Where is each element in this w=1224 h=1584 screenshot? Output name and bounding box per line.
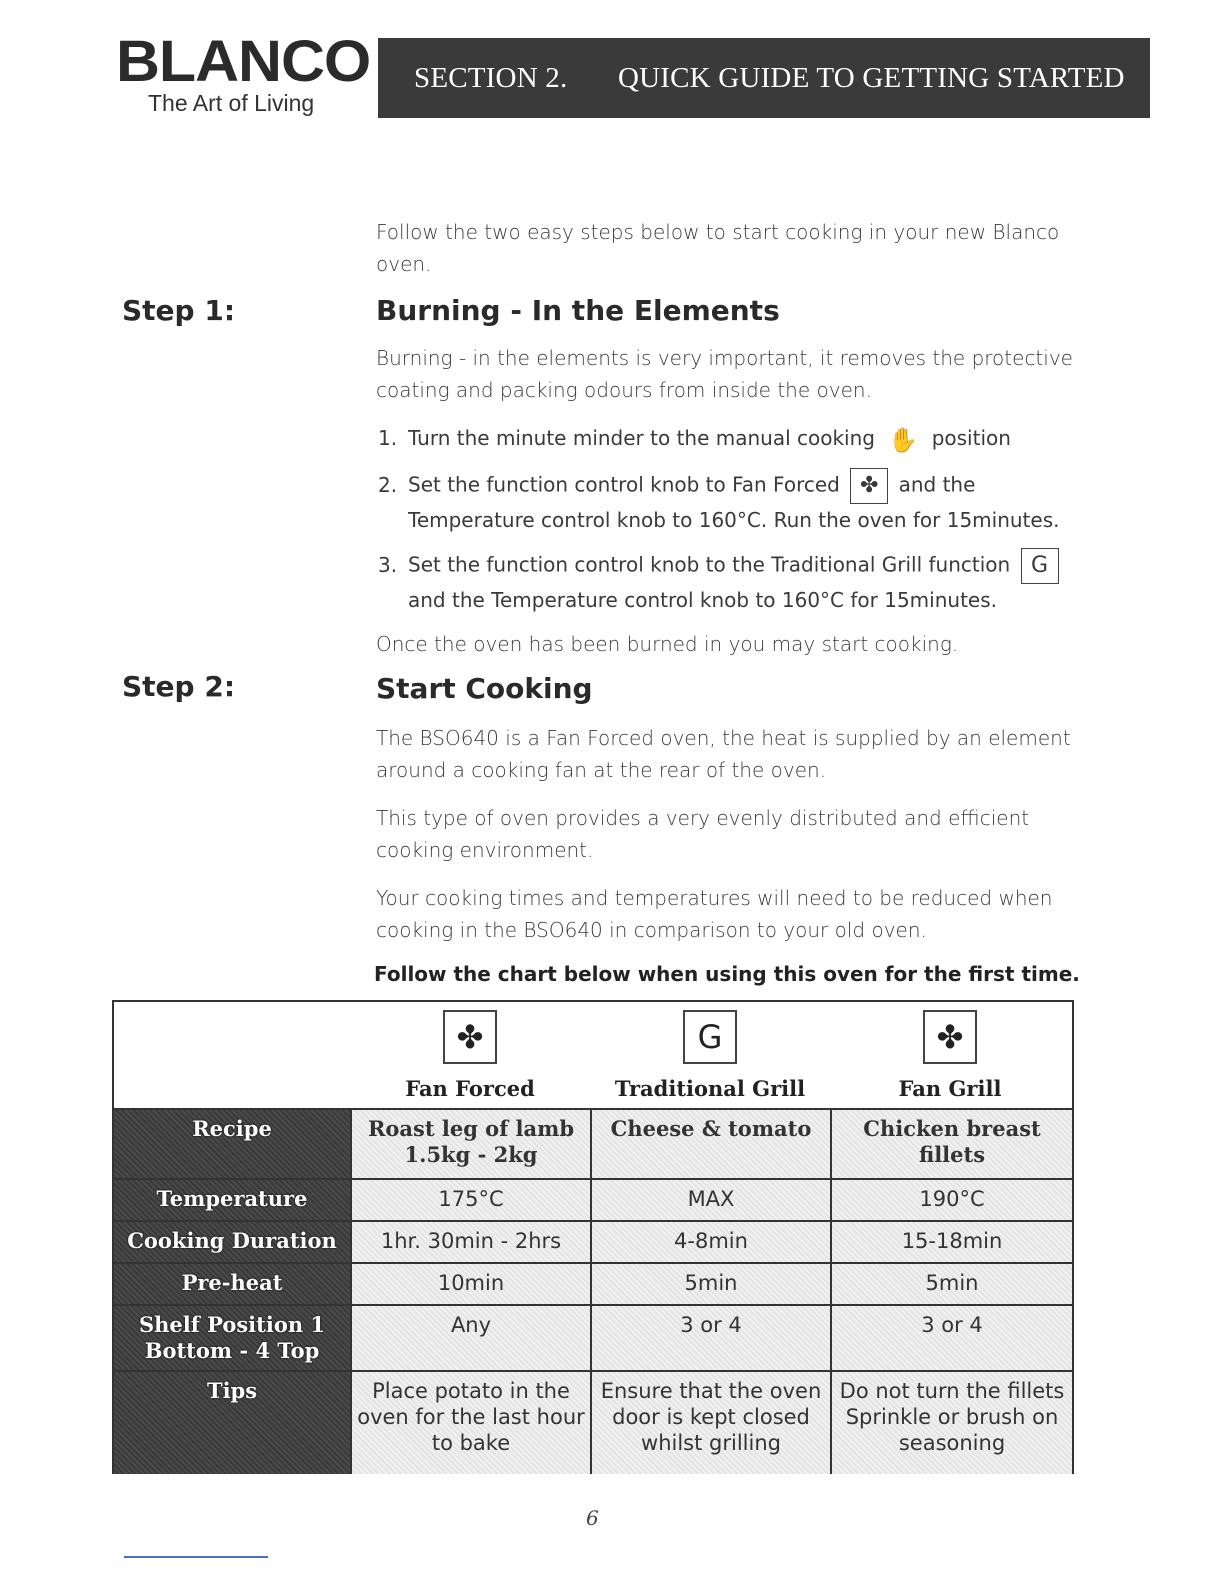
table-cell: 3 or 4 (590, 1306, 830, 1372)
item-text-after: position (931, 426, 1011, 450)
table-cell: Any (350, 1306, 590, 1372)
step1-description: Burning - in the elements is very important, it removes the protective coating and packing odours from inside the oven. (376, 346, 1073, 402)
table-cell: 3 or 4 (830, 1306, 1072, 1372)
table-cell: Ensure that the oven door is kept closed whilst grilling (590, 1372, 830, 1474)
traditional-grill-icon: G (683, 1010, 737, 1064)
row-header: Shelf Position 1 Bottom - 4 Top (114, 1306, 350, 1372)
item-text-after: and the (898, 472, 976, 497)
item-text: Set the function control knob to Fan Forced (408, 472, 840, 497)
table-cell: 10min (350, 1264, 590, 1306)
step1-item-3 (378, 548, 1098, 616)
step1-label: Step 1: (122, 294, 236, 327)
fan-grill-icon: ✤ (923, 1010, 977, 1064)
table-cell: MAX (590, 1180, 830, 1222)
chart-row-temperature (114, 1178, 1072, 1222)
item-number: 2. (378, 472, 398, 497)
chart-row-recipe (114, 1108, 1072, 1180)
row-header: Pre-heat (114, 1264, 350, 1306)
manual-hand-icon: ✋ (885, 423, 921, 457)
row-header: Tips (114, 1372, 350, 1474)
traditional-grill-icon: G (1021, 548, 1059, 584)
step2-para-3: Your cooking times and temperatures will need to be reduced when cooking in the BSO640 in comparison to your old oven. (376, 886, 1053, 942)
brand-tagline: The Art of Living (148, 90, 315, 116)
mode-label: Fan Grill (898, 1076, 1002, 1101)
table-cell: Chicken breast fillets (830, 1110, 1072, 1180)
chart-row-tips (114, 1370, 1072, 1474)
row-header: Cooking Duration (114, 1222, 350, 1264)
mode-traditional-grill (590, 1010, 830, 1101)
chart-instruction: Follow the chart below when using this oven for the first time. (374, 962, 1080, 986)
table-cell: Place potato in the oven for the last hour to bake (350, 1372, 590, 1474)
intro-text: Follow the two easy steps below to start cooking in your new Blanco oven. (376, 220, 1060, 276)
page-number: 6 (586, 1506, 599, 1530)
table-cell: 1hr. 30min - 2hrs (350, 1222, 590, 1264)
chart-row-duration (114, 1220, 1072, 1264)
table-cell: 190°C (830, 1180, 1072, 1222)
mode-label: Fan Forced (405, 1076, 535, 1101)
table-cell: Do not turn the fillets Sprinkle or brush on seasoning (830, 1372, 1072, 1474)
step1-item-2 (378, 468, 1098, 536)
item-text: Turn the minute minder to the manual cooking (408, 426, 875, 450)
chart-row-preheat (114, 1262, 1072, 1306)
step1-closing: Once the oven has been burned in you may start cooking. (376, 632, 959, 656)
row-header: Recipe (114, 1110, 350, 1180)
table-cell: 15-18min (830, 1222, 1072, 1264)
step1-heading: Burning - In the Elements (376, 294, 780, 327)
step2-label: Step 2: (122, 670, 236, 703)
table-cell: 5min (830, 1264, 1072, 1306)
table-cell: 5min (590, 1264, 830, 1306)
footer-line (124, 1556, 268, 1558)
table-cell: Roast leg of lamb 1.5kg - 2kg (350, 1110, 590, 1180)
brand-logo: BLANCO (116, 29, 371, 94)
mode-fan-grill (830, 1010, 1070, 1101)
mode-label: Traditional Grill (614, 1076, 806, 1101)
item-continuation: Temperature control knob to 160°C. Run the oven for 15minutes. (408, 508, 1060, 532)
step2-para-1: The BSO640 is a Fan Forced oven, the heat is supplied by an element around a cooking fan at the rear of the oven. (376, 726, 1071, 782)
item-number: 1. (378, 426, 398, 450)
chart-header (114, 1002, 1072, 1108)
item-text: Set the function control knob to the Traditional Grill function (408, 552, 1011, 577)
step2-heading: Start Cooking (376, 672, 593, 705)
mode-fan-forced (350, 1010, 590, 1101)
section-title: QUICK GUIDE TO GETTING STARTED (618, 61, 1125, 94)
item-number: 3. (378, 552, 398, 577)
fan-forced-icon: ✤ (850, 468, 888, 504)
row-header: Temperature (114, 1180, 350, 1222)
section-number: SECTION 2. (414, 61, 568, 94)
section-header-bar (378, 38, 1150, 118)
table-cell: Cheese & tomato (590, 1110, 830, 1180)
table-cell: 4-8min (590, 1222, 830, 1264)
step1-item-1 (378, 422, 1098, 457)
fan-forced-icon: ✤ (443, 1010, 497, 1064)
step2-para-2: This type of oven provides a very evenly distributed and efficient cooking environment. (376, 806, 1030, 862)
table-cell: 175°C (350, 1180, 590, 1222)
item-continuation: and the Temperature control knob to 160°C for 15minutes. (408, 588, 997, 612)
brand-block (116, 29, 371, 117)
chart-row-shelf (114, 1304, 1072, 1372)
cooking-chart (112, 1000, 1074, 1474)
